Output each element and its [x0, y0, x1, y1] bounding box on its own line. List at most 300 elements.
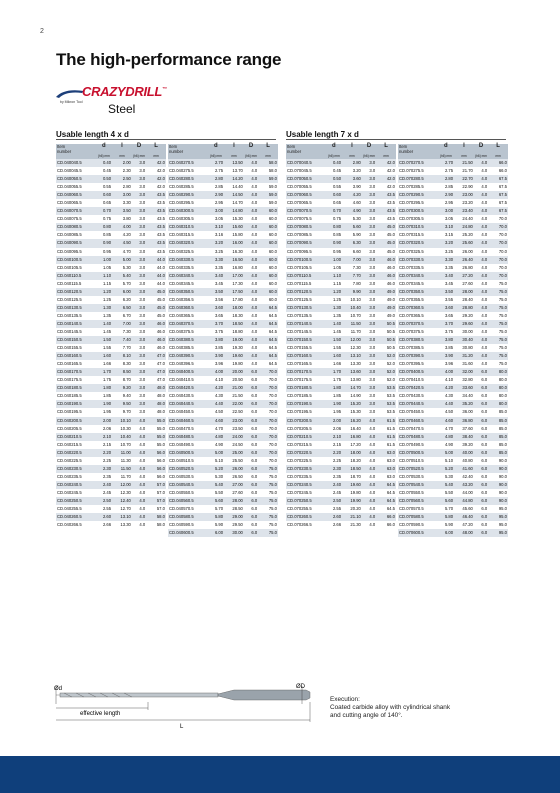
l-value: 18.20 — [342, 457, 362, 465]
d-value: 2.00 — [96, 417, 113, 425]
table-row — [398, 328, 508, 336]
l-value: 22.70 — [454, 175, 474, 183]
l-value: 21.50 — [224, 392, 244, 400]
l-value: 26.00 — [454, 248, 474, 256]
D-value: 4.0 — [474, 280, 488, 288]
D-value: 3.0 — [362, 288, 376, 296]
table-row — [398, 392, 508, 400]
D-value: 4.0 — [244, 215, 258, 223]
logo-swoosh-icon — [56, 88, 84, 98]
l-value: 7.00 — [342, 256, 362, 264]
item-number: CD.070315.5 — [398, 231, 438, 239]
L-value: 43.5 — [146, 199, 166, 207]
l-value: 29.50 — [224, 521, 244, 529]
L-value: 47.0 — [146, 352, 166, 360]
l-value: 12.40 — [112, 497, 132, 505]
item-number: CD.040080.5 — [56, 223, 96, 231]
d-value: 2.45 — [96, 489, 113, 497]
d-value: 3.85 — [208, 344, 225, 352]
D-value: 6.0 — [244, 489, 258, 497]
item-number: CD.040420.5 — [168, 384, 208, 392]
table-row — [398, 288, 508, 296]
table-row — [286, 336, 396, 344]
table-row — [398, 449, 508, 457]
d-value: 3.65 — [438, 312, 455, 320]
d-value: 0.65 — [96, 199, 113, 207]
L-value: 75.0 — [488, 304, 508, 312]
l-value: 15.20 — [342, 400, 362, 408]
item-number: CD.070275.5 — [398, 167, 438, 175]
D-value: 3.0 — [362, 256, 376, 264]
item-number: CD.070175.5 — [286, 376, 326, 384]
D-value: 4.0 — [474, 248, 488, 256]
d-value: 3.75 — [208, 328, 225, 336]
d-value: 0.60 — [326, 191, 343, 199]
l-value: 9.40 — [112, 392, 132, 400]
item-number: CD.040090.5 — [56, 239, 96, 247]
D-value: 6.0 — [474, 529, 488, 537]
table-row — [286, 159, 396, 167]
D-value: 4.0 — [132, 449, 146, 457]
d-value: 4.70 — [438, 425, 455, 433]
L-value: 55.0 — [146, 417, 166, 425]
table-7xd-part2 — [398, 144, 508, 537]
table-row — [398, 159, 508, 167]
l-value: 38.40 — [454, 433, 474, 441]
item-number: CD.070135.5 — [286, 312, 326, 320]
D-value: 6.0 — [244, 449, 258, 457]
d-value: 0.90 — [96, 239, 113, 247]
table-row — [168, 199, 278, 207]
l-value: 7.40 — [112, 336, 132, 344]
item-number: CD.040305.5 — [168, 215, 208, 223]
d-value: 0.80 — [326, 223, 343, 231]
column-header-l: l — [224, 144, 244, 154]
item-number: CD.070060.5 — [286, 191, 326, 199]
item-number: CD.070580.5 — [398, 513, 438, 521]
table-row — [56, 280, 166, 288]
item-number: CD.040430.5 — [168, 392, 208, 400]
d-value: 4.10 — [438, 376, 455, 384]
L-value: 85.0 — [488, 449, 508, 457]
l-value: 30.40 — [454, 336, 474, 344]
D-value: 3.0 — [132, 312, 146, 320]
d-value: 5.50 — [208, 489, 225, 497]
table-row — [398, 296, 508, 304]
L-value: 44.0 — [146, 272, 166, 280]
item-number: CD.070200.5 — [286, 417, 326, 425]
L-value: 48.0 — [146, 392, 166, 400]
L-value: 56.0 — [146, 473, 166, 481]
l-value: 17.00 — [224, 272, 244, 280]
table-row — [398, 473, 508, 481]
d-value: 3.20 — [208, 239, 225, 247]
L-value: 52.0 — [376, 360, 396, 368]
L-value: 85.0 — [488, 433, 508, 441]
L-value: 64.5 — [376, 497, 396, 505]
L-value: 56.0 — [146, 449, 166, 457]
D-value: 4.0 — [244, 207, 258, 215]
d-value: 1.50 — [326, 336, 343, 344]
item-number: CD.070195.5 — [286, 408, 326, 416]
d-value: 5.30 — [438, 473, 455, 481]
D-value: 4.0 — [132, 473, 146, 481]
table-row — [168, 207, 278, 215]
item-number: CD.040335.5 — [168, 264, 208, 272]
L-value: 56.0 — [146, 457, 166, 465]
D-value: 4.0 — [362, 481, 376, 489]
D-value: 4.0 — [244, 360, 258, 368]
table-row — [168, 183, 278, 191]
table-row — [398, 505, 508, 513]
table-row — [56, 473, 166, 481]
L-value: 90.0 — [488, 489, 508, 497]
table-row — [398, 320, 508, 328]
l-value: 19.60 — [224, 352, 244, 360]
D-value: 3.0 — [362, 400, 376, 408]
item-number: CD.040050.5 — [56, 175, 96, 183]
D-value: 4.0 — [244, 336, 258, 344]
l-value: 48.00 — [454, 529, 474, 537]
table-row — [56, 360, 166, 368]
d-value: 1.66 — [326, 360, 343, 368]
l-value: 5.00 — [112, 256, 132, 264]
l-value: 23.20 — [454, 199, 474, 207]
table-row — [286, 191, 396, 199]
l-value: 26.80 — [454, 264, 474, 272]
L-value: 48.0 — [146, 400, 166, 408]
d-value: 2.40 — [326, 481, 343, 489]
D-value: 3.0 — [362, 320, 376, 328]
d-value: 3.90 — [208, 352, 225, 360]
L-value: 53.5 — [376, 392, 396, 400]
D-value: 4.0 — [474, 223, 488, 231]
item-number: CD.070055.5 — [286, 183, 326, 191]
item-number: CD.070320.5 — [398, 239, 438, 247]
item-number: CD.040135.5 — [56, 312, 96, 320]
table-row — [168, 167, 278, 175]
L-value: 70.0 — [258, 376, 278, 384]
L-value: 75.0 — [258, 529, 278, 537]
d-value: 3.15 — [438, 231, 455, 239]
l-value: 24.80 — [454, 223, 474, 231]
l-value: 18.30 — [224, 312, 244, 320]
l-value: 28.00 — [224, 497, 244, 505]
item-number: CD.040290.5 — [168, 191, 208, 199]
d-value: 1.30 — [326, 304, 343, 312]
column-header-d: d — [96, 144, 113, 154]
L-value: 60.0 — [258, 239, 278, 247]
table-row — [286, 344, 396, 352]
item-number: CD.040155.5 — [56, 344, 96, 352]
D-value: 4.0 — [244, 167, 258, 175]
table-row — [168, 223, 278, 231]
item-number: CD.070235.5 — [286, 473, 326, 481]
d-value: 4.60 — [208, 417, 225, 425]
item-number: CD.040450.5 — [168, 408, 208, 416]
item-number: CD.040530.5 — [168, 473, 208, 481]
L-value: 85.0 — [488, 425, 508, 433]
d-value: 4.90 — [208, 441, 225, 449]
d-value: 1.95 — [326, 408, 343, 416]
l-value: 4.90 — [342, 207, 362, 215]
D-value: 6.0 — [244, 425, 258, 433]
item-number: CD.070190.5 — [286, 400, 326, 408]
L-value: 75.0 — [258, 521, 278, 529]
l-value: 27.60 — [454, 280, 474, 288]
D-value: 4.0 — [244, 248, 258, 256]
l-value: 3.50 — [112, 207, 132, 215]
footer-band — [0, 756, 560, 793]
L-value: 75.0 — [488, 296, 508, 304]
L-value: 80.0 — [488, 392, 508, 400]
L-value: 75.0 — [488, 344, 508, 352]
d-value: 3.60 — [208, 304, 225, 312]
d-value: 2.55 — [96, 505, 113, 513]
table-row — [286, 360, 396, 368]
item-number: CD.070225.5 — [286, 457, 326, 465]
table-row — [168, 425, 278, 433]
l-value: 26.50 — [224, 473, 244, 481]
table-row — [56, 215, 166, 223]
d-value: 5.50 — [438, 489, 455, 497]
d-value: 5.40 — [438, 481, 455, 489]
d-value: 1.30 — [96, 304, 113, 312]
L-value: 59.0 — [258, 175, 278, 183]
item-number: CD.040266.5 — [56, 521, 96, 529]
table-row — [56, 272, 166, 280]
L-value: 43.5 — [146, 207, 166, 215]
table-row — [56, 312, 166, 320]
L-value: 70.0 — [488, 256, 508, 264]
l-value: 4.20 — [112, 231, 132, 239]
D-value: 3.0 — [132, 400, 146, 408]
table-row — [56, 167, 166, 175]
table-row — [286, 384, 396, 392]
D-value: 3.0 — [132, 231, 146, 239]
l-value: 6.00 — [112, 288, 132, 296]
d-value: 4.50 — [438, 408, 455, 416]
l-value: 17.30 — [224, 280, 244, 288]
l-value: 2.50 — [112, 175, 132, 183]
l-value: 10.10 — [112, 417, 132, 425]
item-number: CD.040120.5 — [56, 288, 96, 296]
l-value: 19.80 — [342, 489, 362, 497]
L-value: 66.0 — [376, 513, 396, 521]
L-value: 70.0 — [488, 264, 508, 272]
table-row — [56, 328, 166, 336]
column-unit: mm — [376, 154, 396, 159]
item-number: CD.070285.5 — [398, 183, 438, 191]
d-value: 3.40 — [438, 272, 455, 280]
table-row — [168, 392, 278, 400]
item-number: CD.040250.5 — [56, 497, 96, 505]
D-value: 4.0 — [362, 465, 376, 473]
l-value: 4.20 — [342, 191, 362, 199]
d-value: 1.95 — [96, 408, 113, 416]
table-row — [286, 521, 396, 529]
L-value: 49.0 — [376, 296, 396, 304]
table-row — [286, 304, 396, 312]
table-row — [286, 457, 396, 465]
item-number: CD.040100.5 — [56, 256, 96, 264]
L-value: 64.5 — [376, 489, 396, 497]
table-row — [286, 312, 396, 320]
item-number: CD.040520.5 — [168, 465, 208, 473]
table-row — [398, 191, 508, 199]
l-value: 22.50 — [224, 408, 244, 416]
d-value: 0.85 — [326, 231, 343, 239]
d-value: 3.00 — [208, 207, 225, 215]
D-value: 3.0 — [132, 288, 146, 296]
column-unit: (h6) mm — [438, 154, 455, 159]
d-value: 1.60 — [96, 352, 113, 360]
table-row — [398, 384, 508, 392]
D-value: 3.0 — [362, 312, 376, 320]
d-value: 5.80 — [208, 513, 225, 521]
item-number: CD.070305.5 — [398, 215, 438, 223]
item-number: CD.040356.5 — [168, 296, 208, 304]
item-number: CD.040315.5 — [168, 231, 208, 239]
L-value: 66.0 — [488, 167, 508, 175]
l-value: 12.70 — [112, 505, 132, 513]
L-value: 90.0 — [488, 481, 508, 489]
d-value: 2.70 — [208, 159, 225, 167]
table-row — [398, 376, 508, 384]
l-value: 34.40 — [454, 392, 474, 400]
item-number: CD.070215.5 — [286, 441, 326, 449]
table-row — [398, 312, 508, 320]
l-value: 6.50 — [112, 304, 132, 312]
l-value: 6.20 — [112, 296, 132, 304]
D-value: 3.0 — [362, 328, 376, 336]
d-value: 1.80 — [326, 384, 343, 392]
d-value: 0.95 — [96, 248, 113, 256]
L-value: 42.0 — [146, 159, 166, 167]
item-number: CD.070375.5 — [398, 328, 438, 336]
D-value: 4.0 — [132, 481, 146, 489]
l-value: 31.60 — [454, 360, 474, 368]
item-number: CD.040295.5 — [168, 199, 208, 207]
item-number: CD.070440.5 — [398, 400, 438, 408]
L-value: 47.0 — [146, 368, 166, 376]
table-row — [398, 360, 508, 368]
L-value: 60.0 — [258, 256, 278, 264]
D-value: 6.0 — [244, 417, 258, 425]
d-value: 0.70 — [96, 207, 113, 215]
D-value: 3.0 — [132, 352, 146, 360]
d-value: 0.65 — [326, 199, 343, 207]
l-value: 19.60 — [342, 481, 362, 489]
item-number: CD.070390.5 — [398, 352, 438, 360]
table-row — [56, 183, 166, 191]
table-row — [286, 513, 396, 521]
l-value: 14.90 — [342, 392, 362, 400]
d-value: 3.35 — [208, 264, 225, 272]
L-value: 43.5 — [146, 231, 166, 239]
L-value: 60.0 — [258, 264, 278, 272]
d-value: 5.10 — [208, 457, 225, 465]
table-row — [286, 256, 396, 264]
l-value: 15.60 — [224, 223, 244, 231]
l-value: 43.20 — [454, 481, 474, 489]
L-value: 43.5 — [146, 215, 166, 223]
l-value: 26.00 — [224, 465, 244, 473]
l-value: 3.60 — [342, 175, 362, 183]
l-value: 11.70 — [112, 473, 132, 481]
table-row — [398, 304, 508, 312]
D-value: 3.0 — [362, 344, 376, 352]
L-value: 55.0 — [146, 433, 166, 441]
item-number: CD.040115.5 — [56, 280, 96, 288]
item-number: CD.040110.5 — [56, 272, 96, 280]
item-number: CD.040150.5 — [56, 336, 96, 344]
L-value: 75.0 — [258, 473, 278, 481]
table-row — [168, 239, 278, 247]
item-number: CD.070340.5 — [398, 272, 438, 280]
L-value: 48.0 — [146, 408, 166, 416]
d-value: 1.75 — [96, 376, 113, 384]
column-header-D: D — [362, 144, 376, 154]
item-number: CD.040390.5 — [168, 352, 208, 360]
l-value: 14.20 — [224, 175, 244, 183]
l-value: 9.20 — [112, 384, 132, 392]
d-value: 2.60 — [326, 513, 343, 521]
L-value: 60.0 — [258, 231, 278, 239]
L-value: 48.0 — [146, 384, 166, 392]
l-value: 6.30 — [342, 239, 362, 247]
L-value: 90.0 — [488, 497, 508, 505]
table-row — [168, 352, 278, 360]
table-row — [398, 183, 508, 191]
L-value: 57.0 — [146, 489, 166, 497]
d-value: 3.40 — [208, 272, 225, 280]
table-row — [168, 481, 278, 489]
item-number: CD.040440.5 — [168, 400, 208, 408]
L-value: 58.0 — [146, 513, 166, 521]
l-value: 16.20 — [342, 417, 362, 425]
l-value: 44.00 — [454, 489, 474, 497]
L-value: 45.0 — [146, 288, 166, 296]
d-value: 3.00 — [438, 207, 455, 215]
d-value: 1.45 — [96, 328, 113, 336]
column-unit: (h6) mm — [245, 154, 257, 158]
table-row — [168, 320, 278, 328]
D-value: 3.0 — [362, 376, 376, 384]
D-value: 4.0 — [244, 223, 258, 231]
l-value: 7.80 — [342, 280, 362, 288]
L-value: 60.0 — [258, 248, 278, 256]
l-value: 13.30 — [342, 360, 362, 368]
l-value: 3.00 — [112, 191, 132, 199]
item-number: CD.070095.5 — [286, 248, 326, 256]
table-row — [398, 199, 508, 207]
item-number: CD.070490.5 — [398, 441, 438, 449]
L-value: 60.0 — [258, 272, 278, 280]
column-header-L: L — [376, 144, 396, 154]
item-number: CD.040185.5 — [56, 392, 96, 400]
table-row — [56, 505, 166, 513]
d-value: 1.25 — [326, 296, 343, 304]
table-row — [286, 167, 396, 175]
l-value: 32.80 — [454, 376, 474, 384]
D-value: 3.0 — [132, 159, 146, 167]
D-value: 3.0 — [362, 408, 376, 416]
l-value: 14.80 — [224, 207, 244, 215]
table-row — [398, 344, 508, 352]
L-value: 56.0 — [146, 465, 166, 473]
item-number: CD.040580.5 — [168, 513, 208, 521]
